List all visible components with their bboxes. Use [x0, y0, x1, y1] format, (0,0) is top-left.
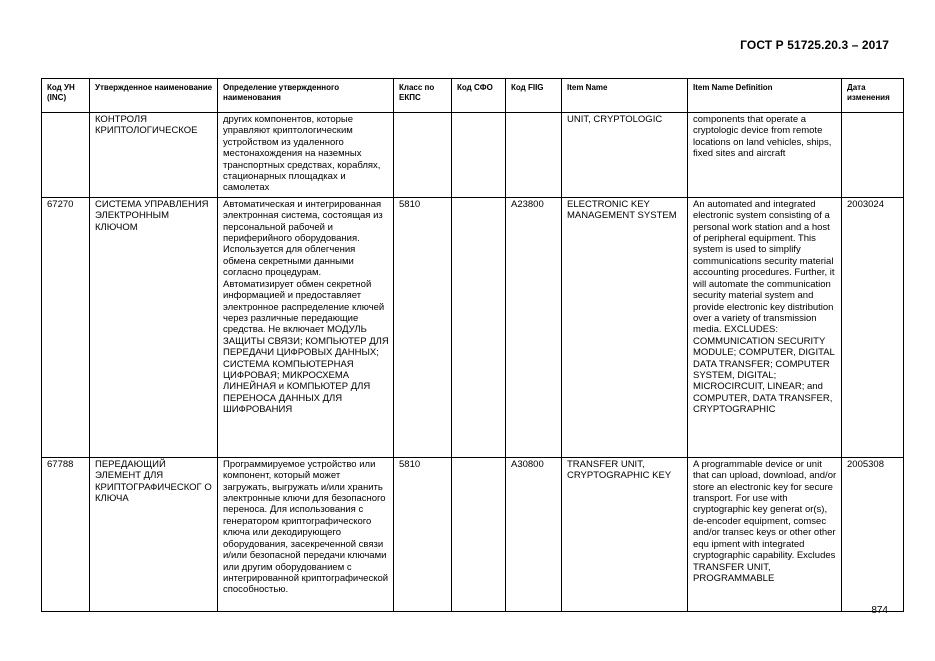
cell-item-def: A programmable device or unit that can upload, download, and/or store an electronic key for secure transport. For use with cryptographic key generat or(s), de-encoder equipment, comsec and/or transec keys or other other equ ipment with integrated cryptographic capability. Excludes TRANSFER UNIT, PROGRAMMABLE	[688, 457, 842, 611]
table-row	[42, 113, 904, 198]
table-header-row	[42, 79, 904, 113]
catalog-table	[41, 78, 904, 612]
cell-def-ru: Автоматическая и интегрированная электронная система, состоящая из персональной рабочей и периферийного оборудования. Используется для облегчения обмена секретными данными согласно процедурам. Автоматизирует обмен секретной информацией и предоставляет электронное распределение ключей через различные передающие средства. Не включает МОДУЛЬ ЗАЩИТЫ СВЯЗИ; КОМПЬЮТЕР ДЛЯ ПЕРЕДАЧИ ЦИФРОВЫХ ДАННЫХ; СИСТЕМА КОМПЬЮТЕРНАЯ ЦИФРОВАЯ; МИКРОСХЕМА ЛИНЕЙНАЯ и КОМПЬЮТЕР ДЛЯ ПЕРЕНОСА ДАННЫХ ДЛЯ ШИФРОВАНИЯ	[218, 197, 394, 457]
page-number: 874	[871, 605, 888, 616]
cell-item-name: TRANSFER UNIT, CRYPTOGRAPHIC KEY	[562, 457, 688, 611]
cell-def-ru: других компонентов, которые управляют криптологическим устройством из удаленного местонахождения на наземных транспортных средствах, кораблях, стационарных площадках и самолетах	[218, 113, 394, 198]
cell-sfo	[452, 113, 506, 198]
cell-name-ru: ПЕРЕДАЮЩИЙ ЭЛЕМЕНТ ДЛЯ КРИПТОГРАФИЧЕСКОГ О КЛЮЧА	[90, 457, 218, 611]
cell-inc: 67788	[42, 457, 90, 611]
col-header-sfo: Код СФО	[452, 79, 506, 113]
cell-date: 2005308	[842, 457, 904, 611]
col-header-def-ru: Определение утвержденного наименования	[218, 79, 394, 113]
cell-inc: 67270	[42, 197, 90, 457]
cell-class: 5810	[394, 457, 452, 611]
col-header-inc: Код УН (INC)	[42, 79, 90, 113]
col-header-class: Класс по ЕКПС	[394, 79, 452, 113]
cell-fiig: A30800	[506, 457, 562, 611]
cell-item-name: ELECTRONIC KEY MANAGEMENT SYSTEM	[562, 197, 688, 457]
cell-fiig: A23800	[506, 197, 562, 457]
cell-item-def: An automated and integrated electronic system consisting of a personal work station and a host of peripheral equipment. This system is used to simplify communications security material accounting procedures. Further, it will automate the communication security material system and provide electronic key distribution over a variety of transmission media. EXCLUDES: COMMUNICATION SECURITY MODULE; COMPUTER, DIGITAL DATA TRANSFER; COMPUTER SYSTEM, DIGITAL; MICROCIRCUIT, LINEAR; and COMPUTER, DATA TRANSFER, CRYPTOGRAPHIC	[688, 197, 842, 457]
col-header-fiig: Код FIIG	[506, 79, 562, 113]
col-header-date: Дата изменения	[842, 79, 904, 113]
cell-class: 5810	[394, 197, 452, 457]
cell-sfo	[452, 197, 506, 457]
cell-inc	[42, 113, 90, 198]
cell-def-ru: Программируемое устройство или компонент, который может загружать, выгружать и/или хранить электронные ключи для безопасного переноса. Для использования с генератором криптографического ключа или декодирующего оборудования, засекреченной связи и/или безопасной передачи ключами или другим оборудованием с интегрированной криптографической способностью.	[218, 457, 394, 611]
cell-date	[842, 113, 904, 198]
col-header-item-name: Item Name	[562, 79, 688, 113]
cell-name-ru: КОНТРОЛЯ КРИПТОЛОГИЧЕСКОЕ	[90, 113, 218, 198]
col-header-item-def: Item Name Definition	[688, 79, 842, 113]
cell-item-def: components that operate a cryptologic device from remote locations on land vehicles, ships, fixed sites and aircraft	[688, 113, 842, 198]
col-header-name-ru: Утвержденное наименование	[90, 79, 218, 113]
cell-item-name: UNIT, CRYPTOLOGIC	[562, 113, 688, 198]
cell-class	[394, 113, 452, 198]
cell-date: 2003024	[842, 197, 904, 457]
cell-sfo	[452, 457, 506, 611]
cell-name-ru: СИСТЕМА УПРАВЛЕНИЯ ЭЛЕКТРОННЫМ КЛЮЧОМ	[90, 197, 218, 457]
table-row	[42, 457, 904, 611]
document-standard-header: ГОСТ Р 51725.20.3 – 2017	[740, 38, 889, 52]
cell-fiig	[506, 113, 562, 198]
table-row	[42, 197, 904, 457]
